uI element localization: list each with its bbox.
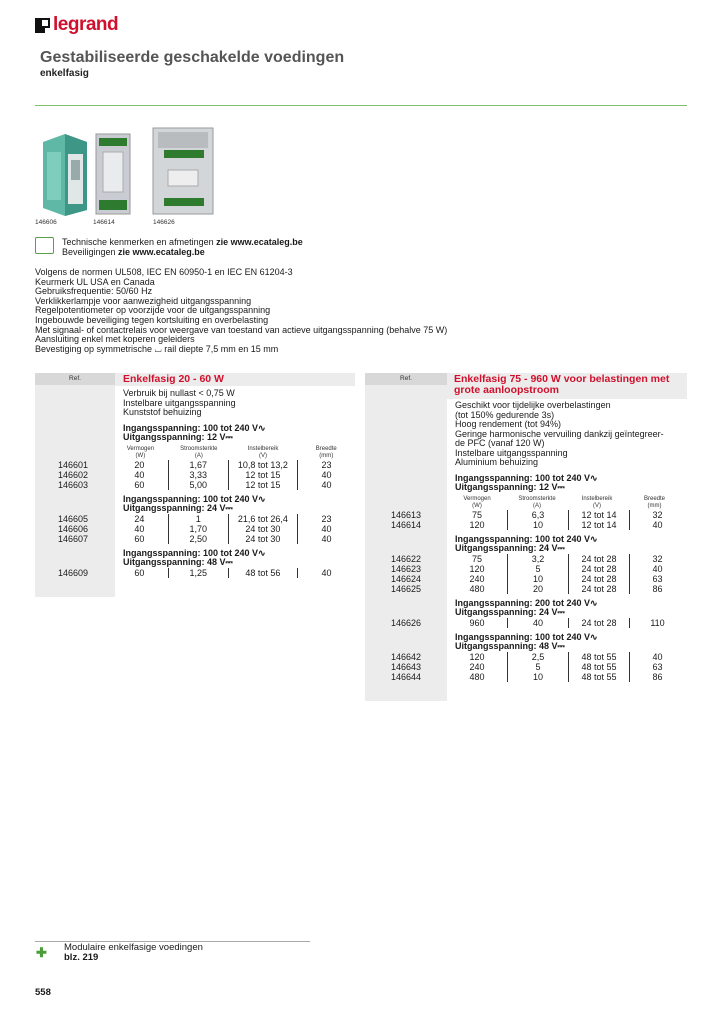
table-row (365, 584, 687, 594)
value-cell: 5,00 (169, 480, 229, 490)
ref-cell: 146613 (390, 509, 422, 520)
value-cell: 20 (111, 460, 169, 470)
spec-line: Met signaal- of contactrelais voor weergave van toestand van actieve uitgangsspanning (behalve 75 W) (35, 324, 448, 335)
value-cell: 48 tot 56 (229, 568, 298, 578)
value-cell: 240 (447, 574, 508, 584)
info-link[interactable]: zie www.ecataleg.be (118, 247, 205, 257)
ref-cell: 146624 (390, 573, 422, 584)
value-cell: 120 (447, 520, 508, 530)
spec-line: Verklikkerlampje voor aanwezigheid uitgangsspanning (35, 295, 252, 306)
description-line: Geringe harmonische vervuiling dankzij geïntegreer- (455, 428, 664, 439)
value-cell: 10 (508, 574, 569, 584)
spec-line: Keurmerk UL USA en Canada (35, 276, 155, 287)
value-cell: 1,67 (169, 460, 229, 470)
value-cell: 40 (652, 519, 663, 530)
table-row (365, 520, 687, 530)
description-line: Verbruik bij nullast < 0,75 W (123, 388, 235, 398)
input-voltage: Ingangsspanning: 100 tot 240 V∿ (123, 493, 266, 504)
table-row (35, 568, 355, 578)
column-header-row (35, 446, 355, 460)
header-divider (35, 105, 687, 106)
column-header: Vermogen (W) (463, 495, 491, 509)
value-cell: 10 (508, 672, 569, 682)
section-title: Enkelfasig 75 - 960 W voor belastingen met grote aanloopstroom (454, 373, 670, 396)
table-row (365, 652, 687, 662)
input-voltage: Ingangsspanning: 100 tot 240 V∿ (455, 631, 598, 642)
value-cell: 120 (447, 564, 508, 574)
spec-list (35, 268, 447, 354)
ref-header: Ref. (35, 373, 115, 385)
value-cell: 24 tot 28 (569, 618, 630, 628)
page-title: Gestabiliseerde geschakelde voedingen (40, 49, 345, 66)
description-line: (tot 150% gedurende 3s) (455, 409, 555, 420)
column-header-row (365, 496, 687, 510)
logo-mark-icon (35, 18, 50, 33)
section-title: Enkelfasig 20 - 60 W (123, 373, 224, 385)
right-table (365, 401, 687, 682)
output-voltage: Uitgangsspanning: 24 V⎓ (455, 607, 565, 617)
ref-cell: 146601 (57, 459, 88, 470)
table-row (35, 524, 355, 534)
ref-cell: 146606 (57, 523, 88, 534)
spec-line: Gebruiksfrequentie: 50/60 Hz (35, 286, 153, 297)
table-row (35, 534, 355, 544)
spec-line: Volgens de normen UL508, IEC EN 60950-1 en IEC EN 61204-3 (35, 267, 293, 277)
input-voltage: Ingangsspanning: 100 tot 240 V∿ (455, 472, 598, 483)
value-cell: 10 (508, 520, 569, 530)
table-row (365, 618, 687, 628)
input-voltage: Ingangsspanning: 200 tot 240 V∿ (455, 597, 598, 608)
value-cell: 40 (321, 567, 332, 578)
table-row (365, 662, 687, 672)
ref-cell: 146602 (57, 469, 88, 480)
ref-cell: 146644 (390, 671, 422, 682)
value-cell: 40 (321, 479, 332, 490)
spec-line: Regelpotentiometer op voorzijde voor de uitgangsspanning (35, 305, 271, 316)
description-line: Aluminium behuizing (455, 457, 539, 467)
table-row (35, 480, 355, 490)
ref-cell: 146643 (390, 661, 422, 672)
ref-cell: 146622 (390, 553, 422, 564)
spec-line: Ingebouwde beveiliging tegen kortsluiting en overbelasting (35, 314, 269, 325)
ref-cell: 146625 (390, 583, 422, 594)
value-cell: 40 (508, 618, 569, 628)
value-cell: 48 tot 55 (569, 652, 630, 662)
input-voltage: Ingangsspanning: 100 tot 240 V∿ (123, 422, 266, 433)
value-cell: 20 (508, 584, 569, 594)
value-cell: 960 (447, 618, 508, 628)
value-cell: 5 (508, 564, 569, 574)
value-cell: 6,3 (508, 510, 569, 520)
value-cell: 24 tot 28 (569, 554, 630, 564)
value-cell: 240 (447, 662, 508, 672)
table-row (365, 510, 687, 520)
output-voltage: Uitgangsspanning: 12 V⎓ (455, 482, 565, 492)
value-cell: 23 (321, 459, 332, 470)
spec-line: Aansluiting enkel met koperen geleiders (35, 334, 195, 345)
output-voltage: Uitgangsspanning: 48 V⎓ (123, 557, 233, 567)
ref-cell: 146605 (57, 513, 88, 524)
output-voltage: Uitgangsspanning: 24 V⎓ (455, 543, 565, 553)
table-row (365, 574, 687, 584)
left-table (35, 389, 355, 578)
ref-cell: 146642 (390, 651, 422, 662)
value-cell: 10,8 tot 13,2 (229, 460, 298, 470)
value-cell: 60 (111, 534, 169, 544)
page-subtitle: enkelfasig (40, 68, 89, 79)
value-cell: 480 (447, 672, 508, 682)
value-cell: 12 tot 15 (229, 480, 298, 490)
output-voltage: Uitgangsspanning: 24 V⎓ (123, 503, 233, 513)
value-cell: 12 tot 14 (569, 510, 630, 520)
value-cell: 40 (111, 524, 169, 534)
logo-text: legrand (53, 14, 119, 35)
value-cell: 120 (447, 652, 508, 662)
table-row (365, 564, 687, 574)
value-cell: 60 (111, 568, 169, 578)
value-cell: 75 (447, 554, 508, 564)
product-image-146614 (93, 126, 133, 216)
value-cell: 63 (652, 573, 663, 584)
footer-text: Modulaire enkelfasige voedingen (64, 942, 203, 953)
description-line: Hoog rendement (tot 94%) (455, 419, 562, 429)
value-cell: 24 tot 30 (229, 534, 298, 544)
table-row (35, 470, 355, 480)
info-text: Beveiligingen (62, 247, 119, 257)
legrand-logo (35, 14, 118, 36)
column-header: Instelbereik (V) (581, 495, 613, 509)
ref-cell: 146626 (390, 617, 422, 628)
value-cell: 86 (652, 671, 663, 682)
footer-ref[interactable] (64, 943, 203, 963)
value-cell: 2,5 (508, 652, 569, 662)
document-icon (35, 237, 54, 254)
ref-cell: 146603 (57, 479, 88, 490)
column-header: Vermogen (W) (126, 445, 155, 459)
value-cell: 1,25 (169, 568, 229, 578)
value-cell: 24 tot 28 (569, 574, 630, 584)
value-cell: 40 (111, 470, 169, 480)
ref-header: Ref. (365, 373, 447, 385)
value-cell: 24 tot 30 (229, 524, 298, 534)
column-header: Instelbereik (V) (247, 445, 279, 459)
description-line: Geschikt voor tijdelijke overbelastingen (455, 400, 611, 410)
value-cell: 48 tot 55 (569, 672, 630, 682)
value-cell: 21,6 tot 26,4 (229, 514, 298, 524)
output-voltage: Uitgangsspanning: 48 V⎓ (455, 641, 565, 651)
value-cell: 23 (321, 513, 332, 524)
value-cell: 40 (652, 563, 663, 574)
value-cell: 2,50 (169, 534, 229, 544)
description-line: de PFC (vanaf 120 W) (455, 438, 545, 448)
value-cell: 24 (111, 514, 169, 524)
ref-cell: 146607 (57, 533, 88, 544)
value-cell: 40 (321, 469, 332, 480)
value-cell: 60 (111, 480, 169, 490)
table-row (35, 460, 355, 470)
image-label: 146626 (153, 219, 175, 226)
product-image-146606 (35, 128, 90, 216)
value-cell: 480 (447, 584, 508, 594)
column-header: Stroomsterkte (A) (180, 445, 218, 459)
column-header: Breedte (mm) (315, 445, 337, 459)
value-cell: 75 (447, 510, 508, 520)
table-row (365, 554, 687, 564)
value-cell: 12 tot 15 (229, 470, 298, 480)
column-header: Stroomsterkte (A) (518, 495, 556, 509)
value-cell: 63 (652, 661, 663, 672)
ref-cell: 146623 (390, 563, 422, 574)
info-block (62, 237, 303, 257)
ref-cell: 146614 (390, 519, 422, 530)
page-number: 558 (35, 987, 51, 998)
value-cell: 12 tot 14 (569, 520, 630, 530)
value-cell: 40 (652, 651, 663, 662)
table-row (365, 672, 687, 682)
value-cell: 5 (508, 662, 569, 672)
column-header: Breedte (mm) (643, 495, 665, 509)
spec-line: Bevestiging op symmetrische ⌴ rail diepte 7,5 mm en 15 mm (35, 343, 279, 354)
input-voltage: Ingangsspanning: 100 tot 240 V∿ (455, 533, 598, 544)
value-cell: 110 (650, 617, 665, 628)
modules-icon: ✚ (36, 945, 47, 960)
info-link[interactable]: zie www.ecataleg.be (216, 237, 303, 247)
description-line: Instelbare uitgangsspanning (455, 447, 568, 458)
value-cell: 40 (321, 523, 332, 534)
value-cell: 48 tot 55 (569, 662, 630, 672)
value-cell: 3,33 (169, 470, 229, 480)
value-cell: 86 (652, 583, 663, 594)
output-voltage: Uitgangsspanning: 12 V⎓ (123, 432, 233, 442)
value-cell: 32 (652, 509, 663, 520)
value-cell: 32 (652, 553, 663, 564)
ref-cell: 146609 (57, 567, 88, 578)
image-label: 146606 (35, 219, 57, 226)
description-line: Kunststof behuizing (123, 407, 202, 417)
value-cell: 40 (321, 533, 332, 544)
table-row (35, 514, 355, 524)
value-cell: 1,70 (169, 524, 229, 534)
description-line: Instelbare uitgangsspanning (123, 397, 236, 408)
image-label: 146614 (93, 219, 115, 226)
input-voltage: Ingangsspanning: 100 tot 240 V∿ (123, 547, 266, 558)
value-cell: 24 tot 28 (569, 564, 630, 574)
value-cell: 3,2 (508, 554, 569, 564)
value-cell: 1 (169, 514, 229, 524)
footer-page-link[interactable]: blz. 219 (64, 952, 99, 963)
info-text: Technische kenmerken en afmetingen (62, 237, 217, 247)
product-image-146626 (150, 126, 215, 216)
value-cell: 24 tot 28 (569, 584, 630, 594)
